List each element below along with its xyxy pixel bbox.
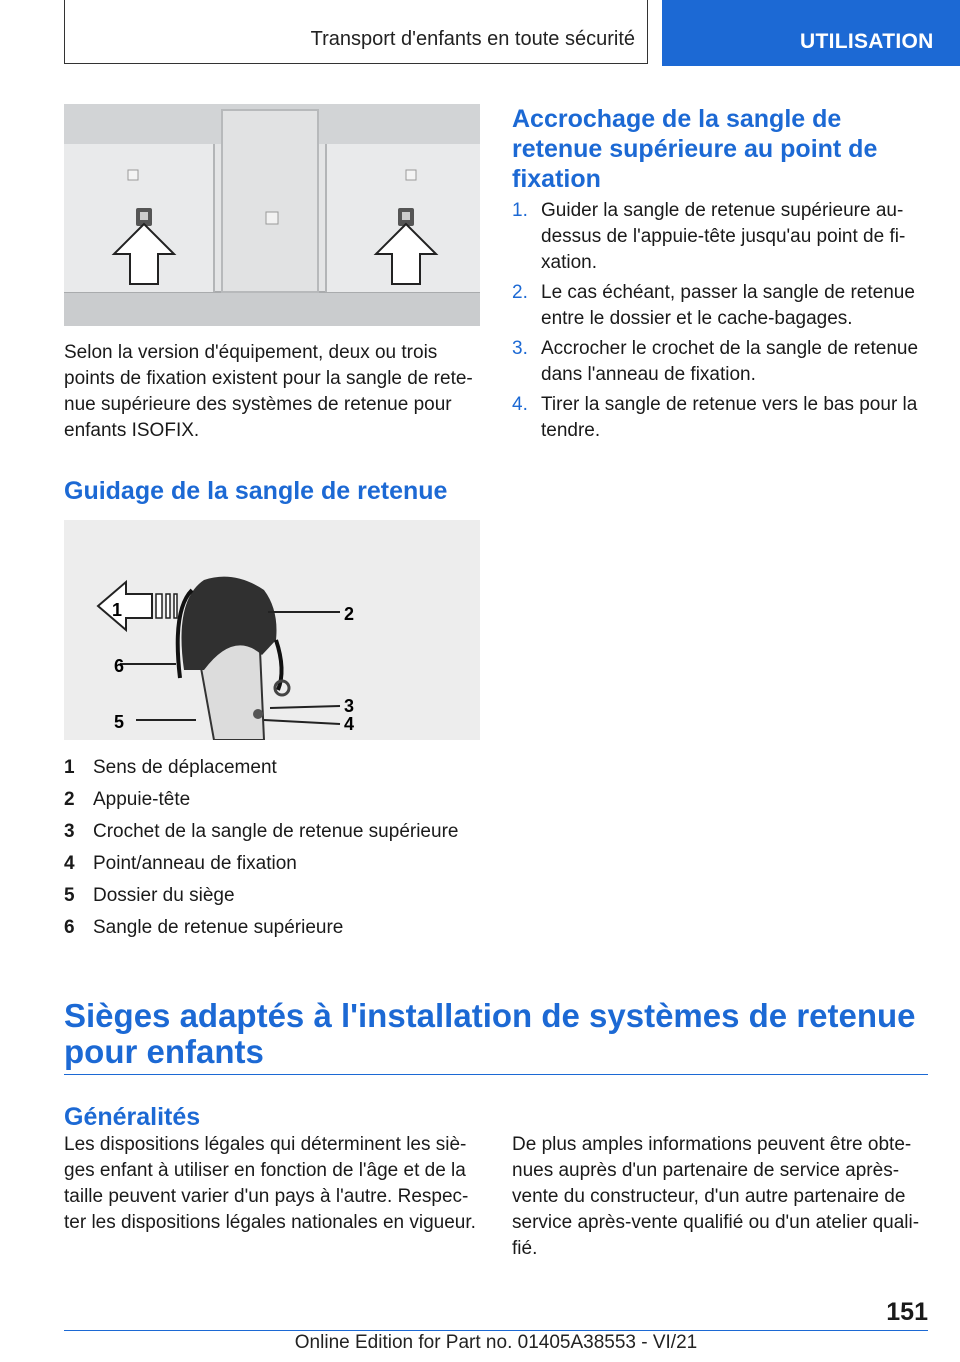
- fig2-label-5: 5: [114, 712, 125, 732]
- fig2-label-2: 2: [344, 604, 355, 624]
- edition-footer: Online Edition for Part no. 01405A38553 - VI/21: [294, 1332, 698, 1353]
- footer-divider: [64, 1330, 928, 1331]
- generalites-heading: Généralités: [64, 1103, 201, 1131]
- strap-guidance-illustration: [64, 520, 480, 740]
- fig2-label-6: 6: [114, 656, 125, 676]
- legend-item: [64, 848, 484, 880]
- fig2-label-1: 1: [112, 600, 123, 620]
- legend-number: 6: [64, 917, 75, 938]
- steps-list: [512, 198, 927, 448]
- page-number: 151: [886, 1298, 928, 1326]
- anchor-points-illustration: [64, 104, 480, 326]
- section-title: Transport d'enfants en toute sécurité: [310, 28, 635, 50]
- step-item: [512, 280, 927, 332]
- figure-legend: [64, 752, 484, 944]
- step-number: 1.: [512, 200, 528, 221]
- step-text: Le cas échéant, passer la sangle de retenue entre le dossier et le cache-bagages.: [541, 282, 915, 329]
- strap-guidance-figure: [64, 520, 480, 740]
- header-box: [64, 0, 648, 64]
- legend-text: Appuie-tête: [93, 789, 191, 810]
- attach-heading: Accrochage de la sangle de retenue supérieure au point de fixation: [512, 105, 878, 193]
- step-text: Accrocher le crochet de la sangle de retenue dans l'anneau de fixation.: [541, 338, 919, 385]
- step-text: Guider la sangle de retenue supérieure au-dessus de l'appuie-tête jusqu'au point de fi-xation.: [541, 200, 906, 273]
- legend-item: [64, 752, 484, 784]
- step-text: Tirer la sangle de retenue vers le bas pour la tendre.: [541, 394, 918, 441]
- step-item: [512, 198, 927, 276]
- step-item: [512, 336, 927, 388]
- legend-number: 4: [64, 853, 75, 874]
- legend-number: 1: [64, 757, 75, 778]
- section-divider: [64, 1074, 928, 1075]
- anchor-points-figure: [64, 104, 480, 326]
- legend-item: [64, 912, 484, 944]
- legend-text: Dossier du siège: [93, 885, 235, 906]
- legend-number: 5: [64, 885, 75, 906]
- fig1-caption: Selon la version d'équipement, deux ou trois points de fixation existent pour la sangle de rete-nue supérieure des systèmes de retenue pour enfants ISOFIX.: [64, 342, 473, 441]
- legend-text: Point/anneau de fixation: [93, 853, 297, 874]
- fig2-label-3: 3: [344, 696, 355, 716]
- legend-text: Crochet de la sangle de retenue supérieure: [93, 821, 459, 842]
- fig2-label-4: 4: [344, 714, 355, 734]
- legend-number: 3: [64, 821, 75, 842]
- legend-item: [64, 816, 484, 848]
- seats-para-right: De plus amples informations peuvent être obte-nues auprès d'un partenaire de service après-vente du constructeur, d'un autre partenaire de service après-vente qualifié ou d'un atelier quali-fié.: [512, 1134, 920, 1259]
- seats-heading: Sièges adaptés à l'installation de systèmes de retenue pour enfants: [64, 997, 916, 1070]
- legend-item: [64, 784, 484, 816]
- step-number: 4.: [512, 394, 528, 415]
- seats-para-left: Les dispositions légales qui déterminent les siè-ges enfant à utiliser en fonction de l'âge et de la taille peuvent varier d'un pays à l'autre. Respec-ter les dispositions légales nationales en vigueur.: [64, 1134, 476, 1233]
- legend-text: Sangle de retenue supérieure: [93, 917, 344, 938]
- chapter-tab[interactable]: UTILISATION: [662, 0, 960, 66]
- legend-number: 2: [64, 789, 75, 810]
- legend-item: [64, 880, 484, 912]
- legend-text: Sens de déplacement: [93, 757, 277, 778]
- guidance-heading: Guidage de la sangle de retenue: [64, 477, 448, 505]
- step-number: 2.: [512, 282, 528, 303]
- step-item: [512, 392, 927, 444]
- step-number: 3.: [512, 338, 528, 359]
